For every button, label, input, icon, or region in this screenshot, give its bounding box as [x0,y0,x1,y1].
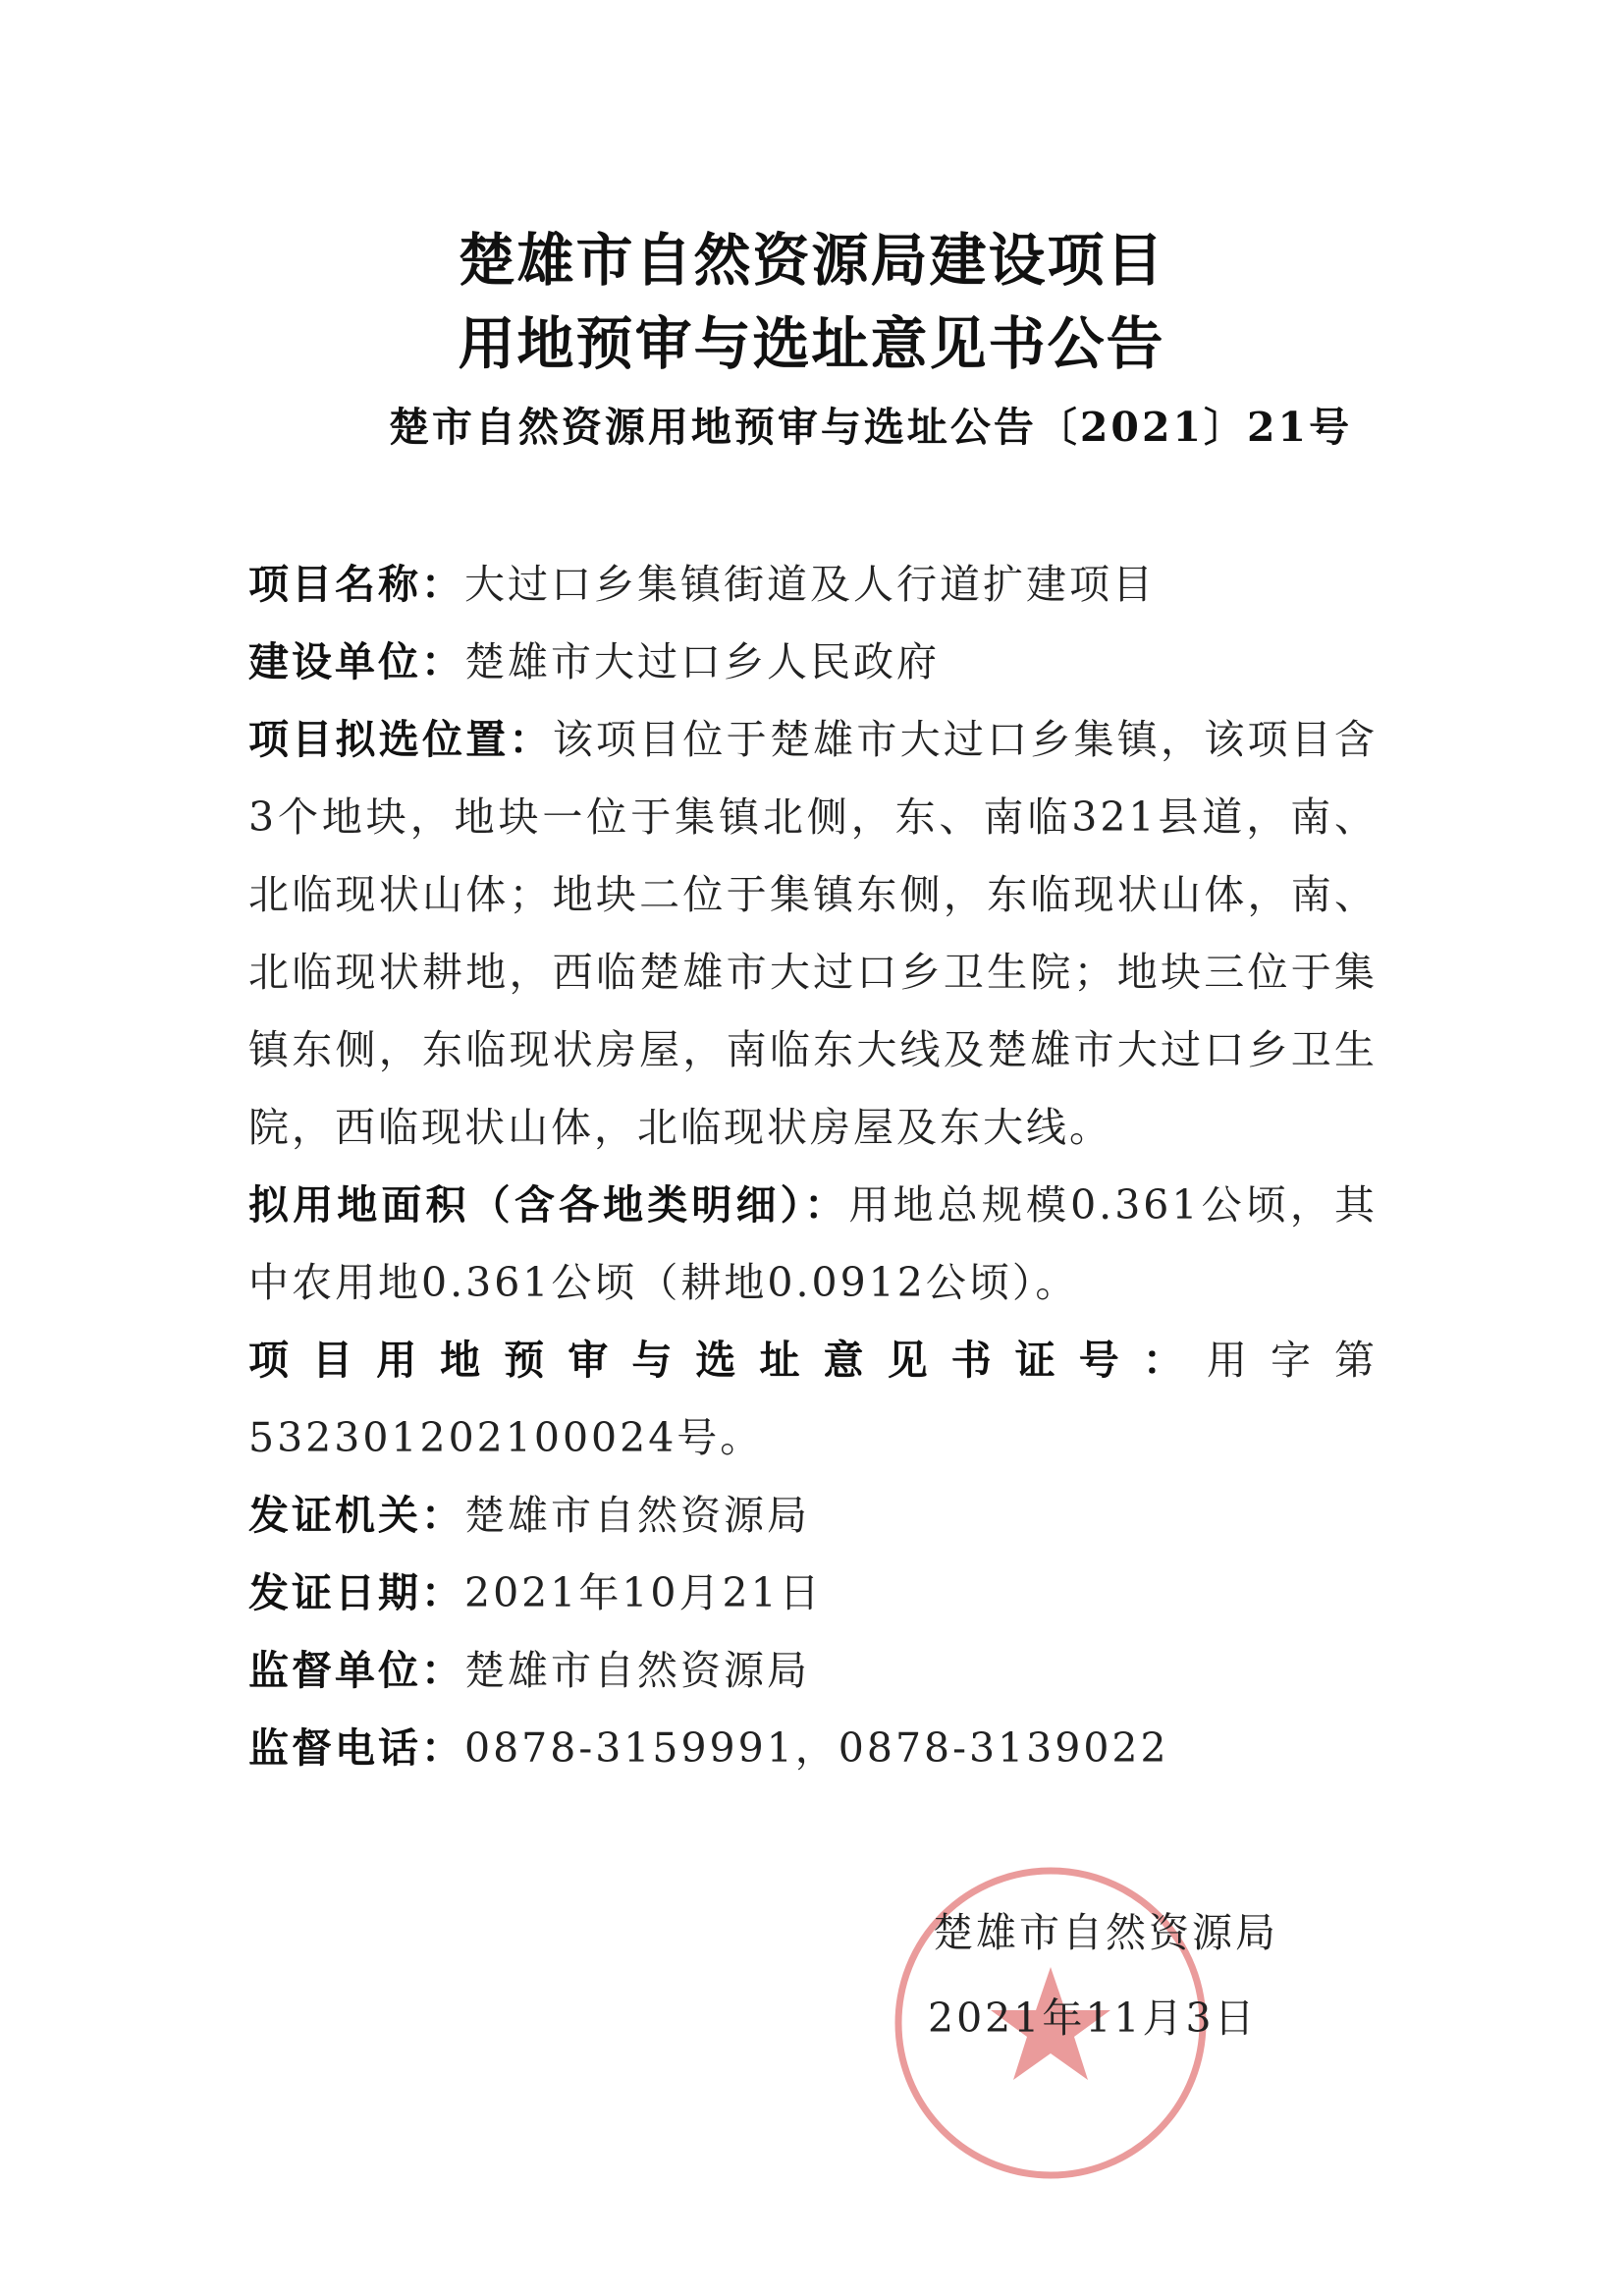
field-value: 用地总规模0.361公顷，其中农用地0.361公顷（耕地0.0912公顷）。 [248,1181,1379,1306]
field-label: 项目用地预审与选址意见书证号： [248,1337,1207,1384]
document-number [0,395,1623,453]
field-value: 大过口乡集镇街道及人行道扩建项目 [464,561,1156,608]
signature-date: 2021年11月3日 [928,1995,1258,2042]
signature-org: 楚雄市自然资源局 [933,1909,1278,1956]
field-value: 楚雄市自然资源局 [464,1647,810,1694]
field-label: 建设单位： [248,638,464,685]
field-label: 监督单位： [248,1647,464,1694]
field-builder [248,624,1378,701]
field-project-name [248,546,1378,624]
field-value: 楚雄市自然资源局 [464,1492,810,1539]
field-supervisor [248,1632,1378,1710]
field-value: 该项目位于楚雄市大过口乡集镇，该项目含3个地块，地块一位于集镇北侧，东、南临321县道，南、北临现状山体；地块二位于集镇东侧，东临现状山体，南、北临现状耕地，西临楚雄市大过口乡卫生院；地块三位于集镇东侧，东临现状房屋，南临东大线及楚雄市大过口乡卫生院，西临现状山体，北临现状房屋及东大线。 [248,716,1379,1151]
field-phone [248,1710,1378,1787]
field-issuer [248,1477,1378,1555]
document-number-text: 楚市自然资源用地预审与选址公告〔2021〕21号 [388,404,1353,451]
page-title-line-1: 楚雄市自然资源局建设项目 [458,227,1165,294]
field-label: 发证机关： [248,1492,464,1539]
field-area [248,1167,1378,1322]
field-location [248,701,1378,1167]
field-label: 监督电话： [248,1724,464,1772]
field-label: 项目名称： [248,561,464,608]
field-label: 项目拟选位置： [248,716,553,763]
field-issue-date [248,1555,1378,1632]
field-cert-number [248,1322,1378,1477]
field-value: 楚雄市大过口乡人民政府 [464,638,940,685]
field-label: 发证日期： [248,1569,464,1616]
field-value: 0878-3159991，0878-3139022 [464,1724,1169,1772]
announcement-body [248,546,1378,1787]
field-label: 拟用地面积（含各地类明细）： [248,1181,849,1229]
field-value: 用字第532301202100024号。 [248,1337,1379,1461]
page-title-line-2: 用地预审与选址意见书公告 [458,310,1165,377]
field-value: 2021年10月21日 [464,1569,823,1616]
